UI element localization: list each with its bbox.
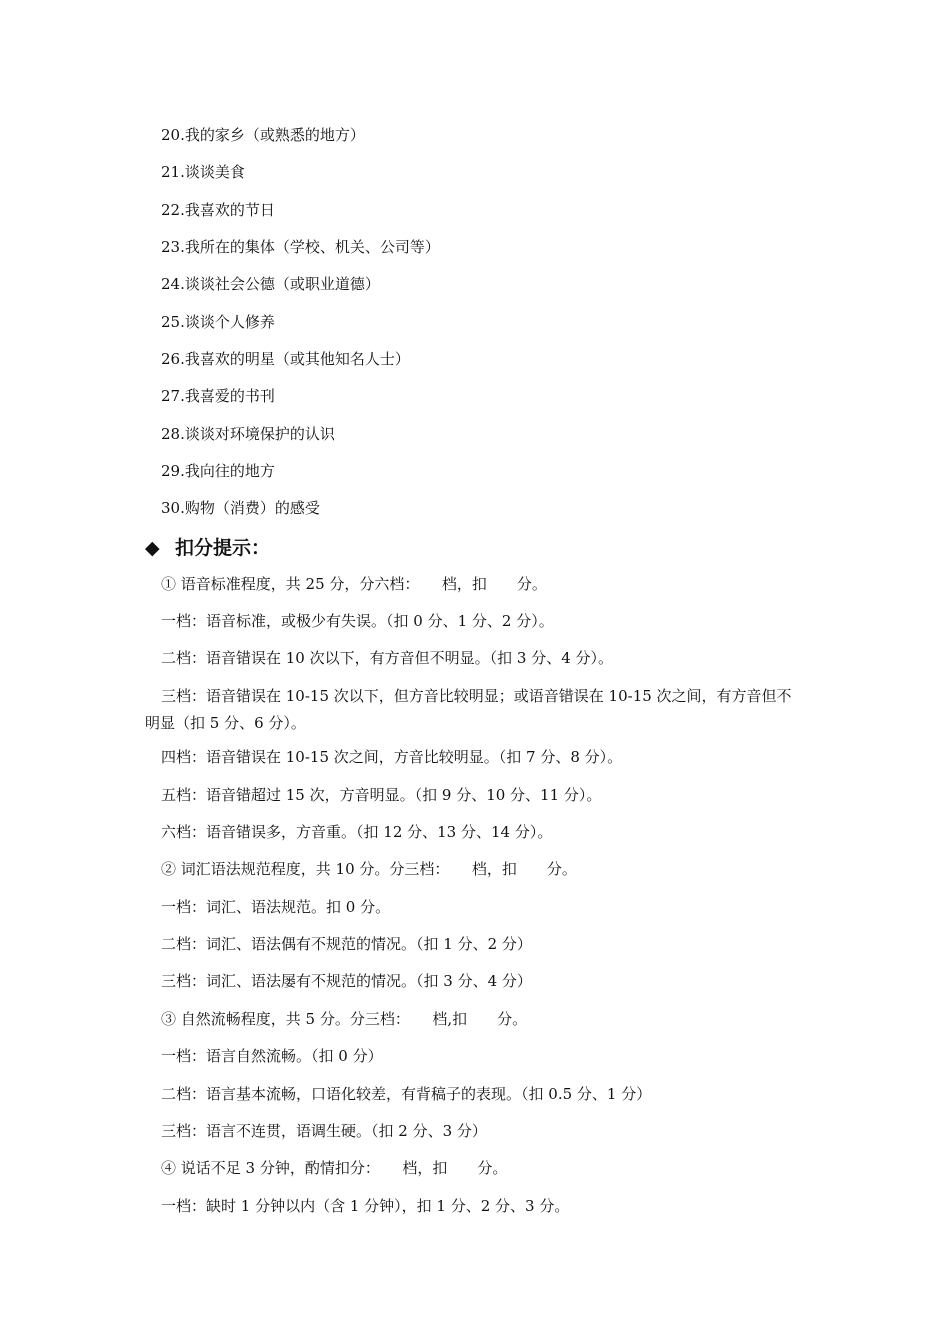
scoring-level: 五档：语音错超过 15 次，方音明显。（扣 9 分、10 分、11 分）。 bbox=[161, 786, 602, 804]
topic-item: 30.购物（消费）的感受 bbox=[161, 499, 320, 517]
topic-item: 20.我的家乡（或熟悉的地方） bbox=[161, 126, 365, 144]
topic-item: 24.谈谈社会公德（或职业道德） bbox=[161, 275, 380, 293]
scoring-category: ④ 说话不足 3 分钟，酌情扣分： 档，扣 分。 bbox=[161, 1159, 508, 1177]
topic-item: 26.我喜欢的明星（或其他知名人士） bbox=[161, 350, 410, 368]
section-heading bbox=[145, 536, 270, 560]
topic-item: 22.我喜欢的节日 bbox=[161, 201, 275, 219]
topic-item: 23.我所在的集体（学校、机关、公司等） bbox=[161, 238, 440, 256]
scoring-level: 三档：语言不连贯，语调生硬。（扣 2 分、3 分） bbox=[161, 1122, 487, 1140]
topic-item: 27.我喜爱的书刊 bbox=[161, 387, 275, 405]
topic-item: 25.谈谈个人修养 bbox=[161, 313, 275, 331]
scoring-category: ③ 自然流畅程度，共 5 分。分三档： 档,扣 分。 bbox=[161, 1010, 528, 1028]
topic-item: 21.谈谈美食 bbox=[161, 163, 245, 181]
scoring-level: 三档：词汇、语法屡有不规范的情况。（扣 3 分、4 分） bbox=[161, 972, 532, 990]
scoring-level: 一档：语言自然流畅。（扣 0 分） bbox=[161, 1047, 383, 1065]
section-title: 扣分提示： bbox=[175, 537, 271, 559]
scoring-level: 二档：词汇、语法偶有不规范的情况。（扣 1 分、2 分） bbox=[161, 935, 532, 953]
scoring-level: 三档：语音错误在 10-15 次以下，但方音比较明显；或语音错误在 10-15 次之间，有方音但不明显（扣 5 分、6 分）。 bbox=[145, 687, 792, 732]
scoring-level: 二档：语音错误在 10 次以下，有方音但不明显。（扣 3 分、4 分）。 bbox=[161, 649, 614, 667]
scoring-level: 一档：词汇、语法规范。扣 0 分。 bbox=[161, 898, 391, 916]
scoring-level: 二档：语言基本流畅，口语化较差，有背稿子的表现。（扣 0.5 分、1 分） bbox=[161, 1085, 652, 1103]
topic-item: 28.谈谈对环境保护的认识 bbox=[161, 425, 335, 443]
scoring-level: 一档：语音标准，或极少有失误。（扣 0 分、1 分、2 分）。 bbox=[161, 612, 554, 630]
scoring-level: 一档：缺时 1 分钟以内（含 1 分钟），扣 1 分、2 分、3 分。 bbox=[161, 1197, 570, 1215]
scoring-level: 四档：语音错误在 10-15 次之间，方音比较明显。（扣 7 分、8 分）。 bbox=[161, 748, 623, 766]
scoring-level: 六档：语音错误多，方音重。（扣 12 分、13 分、14 分）。 bbox=[161, 823, 553, 841]
scoring-category: ① 语音标准程度，共 25 分，分六档： 档，扣 分。 bbox=[161, 575, 547, 593]
scoring-category: ② 词汇语法规范程度，共 10 分。分三档： 档，扣 分。 bbox=[161, 860, 577, 878]
topic-item: 29.我向往的地方 bbox=[161, 462, 275, 480]
diamond-bullet-icon: ◆ bbox=[145, 537, 160, 559]
